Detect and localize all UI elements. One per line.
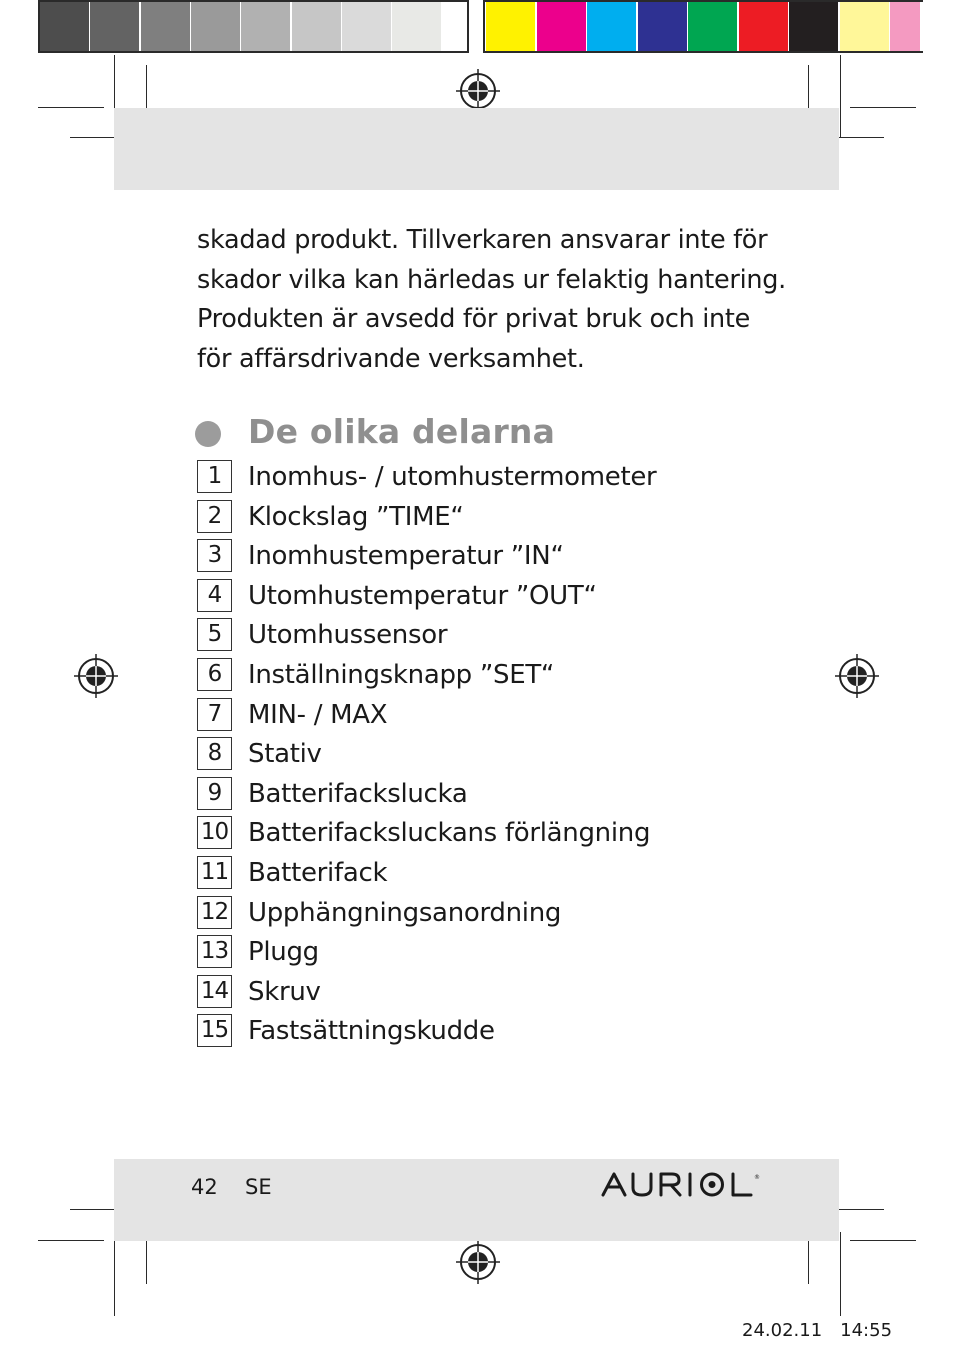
part-label: Upphängningsanordning (248, 897, 562, 928)
print-time: 14:55 (840, 1320, 893, 1341)
part-label: Skruv (248, 976, 321, 1007)
part-label: Inställningsknapp ”SET“ (248, 660, 555, 690)
part-label: Utomhustemperatur ”OUT“ (248, 580, 597, 611)
print-date: 24.02.11 (742, 1320, 823, 1341)
part-number-box: 4 (197, 579, 232, 612)
part-label: Utomhussensor (248, 620, 448, 651)
part-number-box: 14 (197, 975, 232, 1008)
paragraph-line: för affärsdrivande verksamhet. (197, 343, 585, 374)
part-label: Stativ (248, 739, 322, 770)
part-number-box: 7 (197, 698, 232, 731)
paragraph-line: Produkten är avsedd för privat bruk och inte (197, 304, 750, 335)
part-label: Fastsättningskudde (248, 1016, 495, 1047)
part-number-box: 2 (197, 500, 232, 533)
crop-mark (850, 1240, 916, 1241)
grayscale-bar-outline (38, 0, 469, 53)
part-number-box: 12 (197, 896, 232, 929)
crop-mark (850, 107, 916, 108)
paragraph-line: skadad produkt. Tillverkaren ansvarar inte för (197, 225, 768, 255)
part-number-box: 11 (197, 856, 232, 889)
crop-mark (70, 137, 114, 138)
part-label: Inomhus- / utomhustermometer (248, 462, 657, 492)
section-title: De olika delarna (248, 412, 556, 451)
header-band (114, 108, 839, 190)
language-code: SE (245, 1175, 272, 1199)
page-number: 42 (191, 1175, 218, 1199)
part-label: MIN- / MAX (248, 699, 388, 730)
part-number-box: 5 (197, 618, 232, 651)
registered-mark: ® (754, 1174, 760, 1181)
paragraph-line: skador vilka kan härledas ur felaktig hantering. (197, 264, 786, 295)
part-label: Klockslag ”TIME“ (248, 501, 464, 532)
part-number-box: 13 (197, 935, 232, 968)
part-number-box: 9 (197, 777, 232, 810)
part-label: Batterifacksluckans förlängning (248, 818, 651, 849)
crop-mark (114, 1232, 115, 1316)
crop-mark (38, 107, 104, 108)
registration-mark-left-icon (74, 654, 118, 698)
part-label: Inomhustemperatur ”IN“ (248, 541, 564, 572)
crop-mark (38, 1240, 104, 1241)
color-bar-outline (483, 0, 923, 53)
part-number-box: 3 (197, 539, 232, 572)
intro-paragraph (197, 221, 797, 379)
crop-mark (840, 1232, 841, 1316)
bullet-icon (195, 421, 221, 447)
part-number-box: 8 (197, 737, 232, 770)
registration-mark-bottom-icon (456, 1240, 500, 1284)
crop-mark (840, 55, 841, 137)
registration-mark-right-icon (835, 654, 879, 698)
part-number-box: 1 (197, 460, 232, 493)
part-number-box: 6 (197, 658, 232, 691)
part-label: Batterifack (248, 858, 388, 888)
print-timestamp (742, 1320, 892, 1341)
part-label: Plugg (248, 937, 319, 968)
part-label: Batterifackslucka (248, 778, 468, 809)
part-number-box: 10 (197, 816, 232, 849)
auriol-logo (601, 1170, 763, 1202)
part-number-box: 15 (197, 1014, 232, 1047)
registration-mark-top-icon (456, 69, 500, 113)
